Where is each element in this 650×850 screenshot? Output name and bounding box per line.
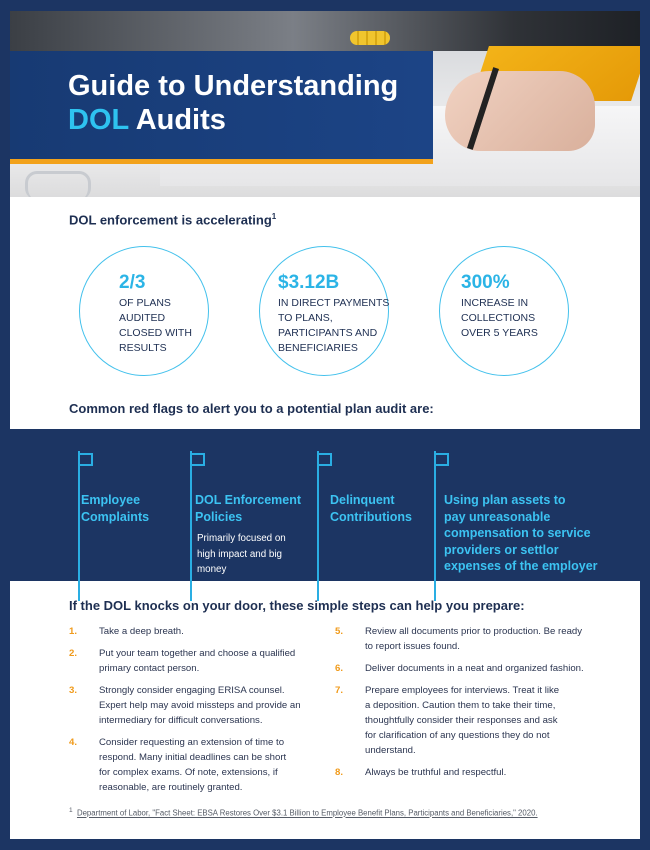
list-item: 1. Take a deep breath. bbox=[69, 626, 184, 637]
stat-description: OF PLANS AUDITED CLOSED WITH RESULTS bbox=[119, 297, 192, 354]
title-accent: DOL bbox=[68, 104, 129, 136]
bracelet-image bbox=[350, 31, 390, 45]
page-title-line1: Guide to Understanding bbox=[68, 70, 399, 102]
red-flag-label: Employee Complaints bbox=[81, 493, 150, 524]
list-item: 2. Put your team together and choose a qualified primary contact person. bbox=[69, 647, 296, 674]
list-item: 7. Prepare employees for interviews. Treat it like a deposition. Caution them to take their time, thoughtfully consider their responses and ask for clarification of any questions they do not understand. bbox=[335, 684, 560, 757]
red-flag-label: Delinquent Contributions bbox=[330, 493, 412, 524]
red-flag-label: DOL Enforcement Policies bbox=[195, 493, 302, 524]
hand-image bbox=[445, 71, 595, 151]
list-item: 8. Always be truthful and respectful. bbox=[335, 767, 507, 779]
document-page bbox=[10, 11, 640, 839]
enforcement-heading: DOL enforcement is accelerating$^1$ bbox=[69, 212, 277, 228]
list-item: 3. Strongly consider engaging ERISA counsel. Expert help may avoid missteps and provide an intermediary for difficult conversations. bbox=[69, 684, 301, 727]
title-banner bbox=[10, 51, 433, 164]
steps-list-right bbox=[335, 624, 625, 787]
stat-value: $3.12B bbox=[278, 272, 340, 293]
footnote-link[interactable]: Department of Labor, "Fact Sheet: EBSA Restores Over $3.1 Billion to Employee Benefit Plans, Participants and Beneficiaries," 2020. bbox=[76, 808, 538, 818]
flag-icon bbox=[317, 451, 377, 601]
steps-heading: If the DOL knocks on your door, these simple steps can help you prepare: bbox=[69, 598, 525, 613]
hero-photo bbox=[10, 11, 640, 197]
page-title-line2 bbox=[68, 104, 226, 137]
footnote: $^1$ Department of Labor, "Fact Sheet: EBSA Restores Over $3.1 Billion to Employee Benefit Plans, Participants and Beneficiaries," 2020. bbox=[69, 807, 538, 818]
flag-icon bbox=[78, 451, 138, 601]
red-flag-detail: Primarily focused on high impact and big money bbox=[197, 533, 286, 575]
stat-value: 300% bbox=[461, 272, 510, 293]
stat-description: IN DIRECT PAYMENTS TO PLANS, PARTICIPANTS AND BENEFICIARIES bbox=[278, 297, 390, 354]
stat-description: INCREASE IN COLLECTIONS OVER 5 YEARS bbox=[461, 297, 538, 339]
stat-value: 2/3 bbox=[119, 272, 146, 293]
red-flags-heading: Common red flags to alert you to a potential plan audit are: bbox=[69, 401, 434, 416]
list-item: 4. Consider requesting an extension of time to respond. Many initial deadlines can be short for complex exams. Of note, extensions, if reasonable, are routinely granted. bbox=[69, 736, 287, 794]
flag-icon bbox=[190, 451, 250, 601]
steps-list-left bbox=[69, 624, 331, 802]
red-flag-label: Using plan assets to pay unreasonable compensation to service providers or settlor expenses of the employer bbox=[444, 493, 598, 573]
footnote-marker: 1 bbox=[271, 212, 277, 221]
list-item: 5. Review all documents prior to production. Be ready to report issues found. bbox=[335, 626, 583, 653]
list-item: 6. Deliver documents in a neat and organized fashion. bbox=[335, 662, 584, 674]
title-rest: Audits bbox=[135, 104, 226, 136]
red-flags-band bbox=[10, 429, 640, 581]
